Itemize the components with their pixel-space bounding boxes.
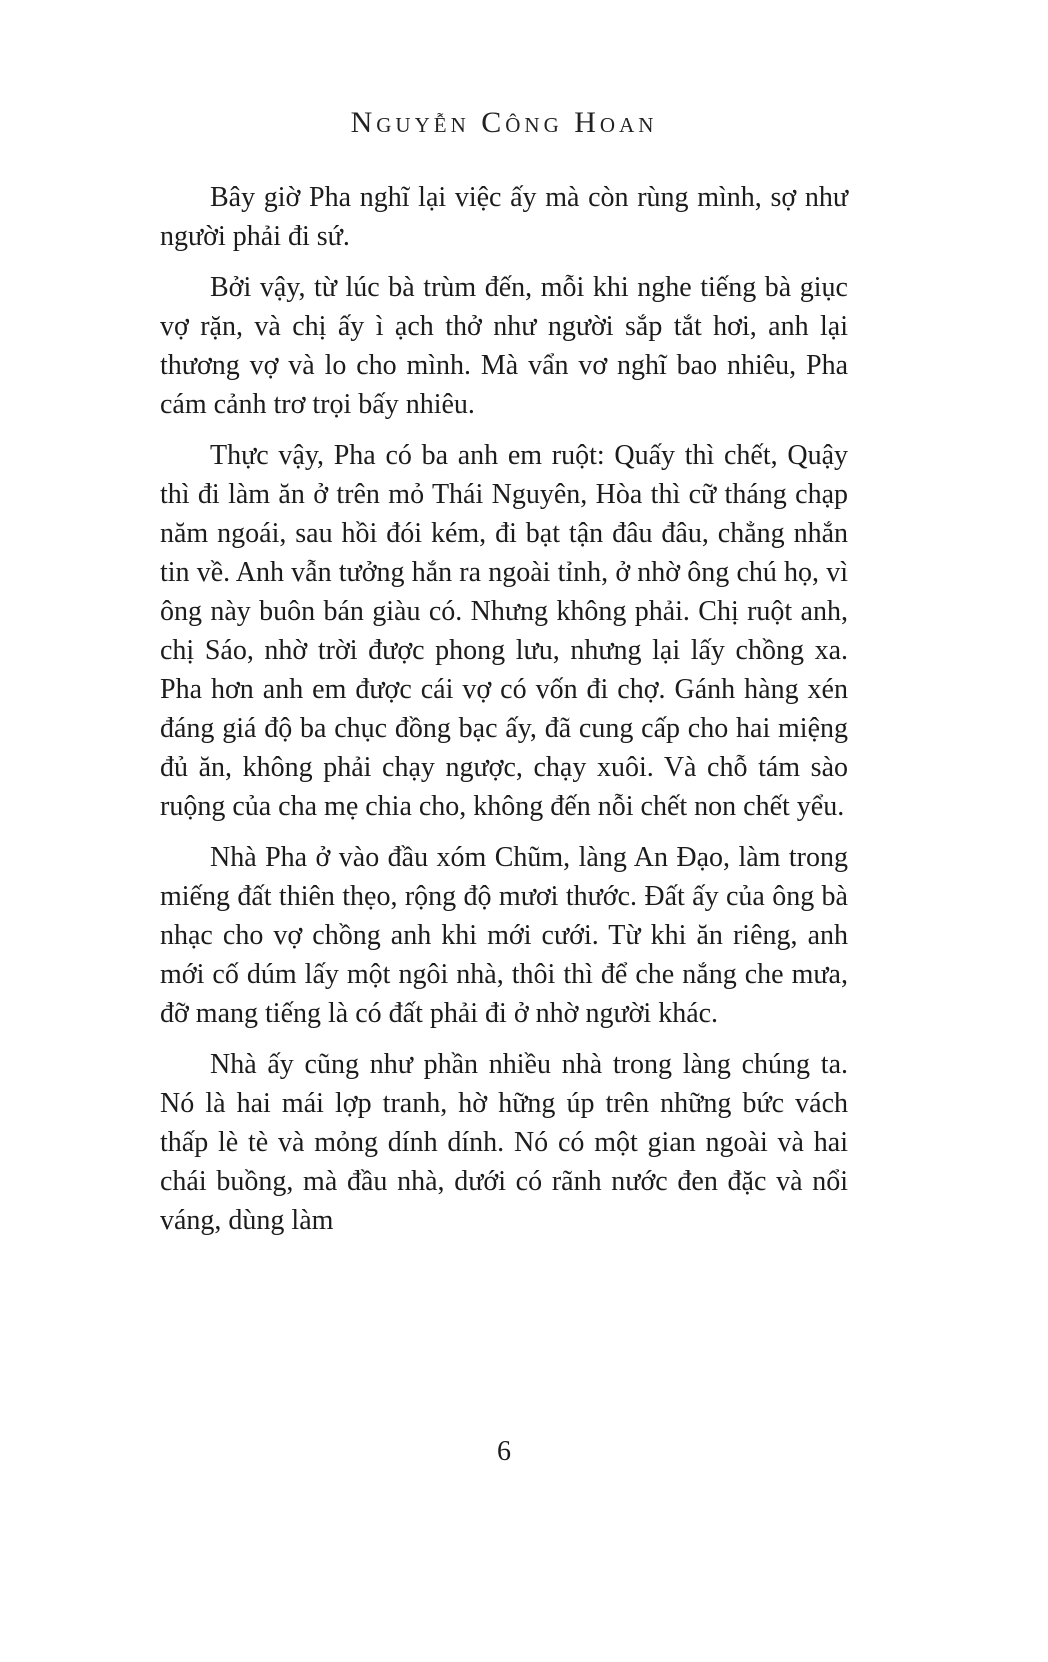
text-block <box>160 178 848 1240</box>
running-header-author: Nguyễn Công Hoan <box>350 106 658 139</box>
page-number: 6 <box>497 1436 511 1467</box>
paragraph: Nhà Pha ở vào đầu xóm Chũm, làng An Đạo, làm trong miếng đất thiên thẹo, rộng độ mươi thước. Đất ấy của ông bà nhạc cho vợ chồng anh khi mới cưới. Từ khi ăn riêng, anh mới cố dúm lấy một ngôi nhà, thôi thì để che nắng che mưa, đỡ mang tiếng là có đất phải đi ở nhờ người khác. <box>160 842 848 1029</box>
paragraph: Bây giờ Pha nghĩ lại việc ấy mà còn rùng mình, sợ như người phải đi sứ. <box>160 182 848 252</box>
paragraph: Nhà ấy cũng như phần nhiều nhà trong làng chúng ta. Nó là hai mái lợp tranh, hờ hững úp trên những bức vách thấp lè tè và mỏng dính dính. Nó có một gian ngoài và hai chái buồng, mà đầu nhà, dưới có rãnh nước đen đặc và nổi váng, dùng làm <box>160 1049 848 1236</box>
paragraph: Bởi vậy, từ lúc bà trùm đến, mỗi khi nghe tiếng bà giục vợ rặn, và chị ấy ì ạch thở như người sắp tắt hơi, anh lại thương vợ và lo cho mình. Mà vẩn vơ nghĩ bao nhiêu, Pha cám cảnh trơ trọi bấy nhiêu. <box>160 272 848 420</box>
paragraph: Thực vậy, Pha có ba anh em ruột: Quấy thì chết, Quậy thì đi làm ăn ở trên mỏ Thái Nguyên, Hòa thì cữ tháng chạp năm ngoái, sau hồi đói kém, đi bạt tận đâu đâu, chẳng nhắn tin về. Anh vẫn tưởng hắn ra ngoài tỉnh, ở nhờ ông chú họ, vì ông này buôn bán giàu có. Nhưng không phải. Chị ruột anh, chị Sáo, nhờ trời được phong lưu, nhưng lại lấy chồng xa. Pha hơn anh em được cái vợ có vốn đi chợ. Gánh hàng xén đáng giá độ ba chục đồng bạc ấy, đã cung cấp cho hai miệng đủ ăn, không phải chạy ngược, chạy xuôi. Và chỗ tám sào ruộng của cha mẹ chia cho, không đến nỗi chết non chết yểu. <box>160 440 848 822</box>
